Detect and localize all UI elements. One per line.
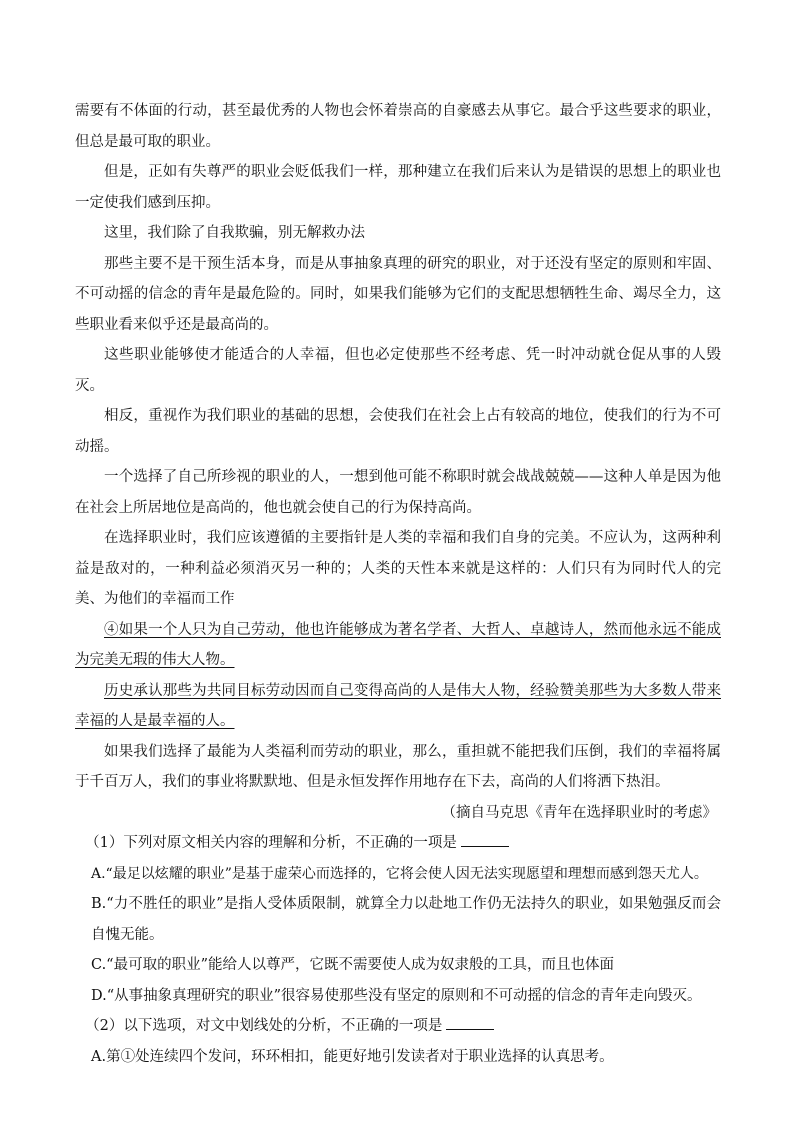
answer-blank-1[interactable]	[461, 832, 509, 847]
question-1-text: （1）下列对原文相关内容的理解和分析，不正确的一项是	[85, 835, 457, 851]
document-page	[75, 96, 721, 1072]
passage-paragraph-4: 那些主要不是干预生活本身，而是从事抽象真理的研究的职业，对于还没有坚定的原则和牢固、不可动摇的信念的青年是最危险的。同时，如果我们能够为它们的支配思想牺牲生命、竭尽全力，这些职业看来似乎还是最高尚的。	[75, 255, 721, 333]
passage-paragraph-8: 在选择职业时，我们应该遵循的主要指针是人类的幸福和我们自身的完美。不应认为，这两种利益是敌对的，一种利益必须消灭另一种的；人类的天性本来就是这样的：人们只有为同时代人的完美、为他们的幸福而工作	[75, 530, 721, 607]
answer-blank-2[interactable]	[446, 1015, 494, 1030]
passage-source: （摘自马克思《青年在选择职业时的考虑》	[441, 804, 717, 821]
passage-paragraph-7: 一个选择了自己所珍视的职业的人，一想到他可能不称职时就会战战兢兢——这种人单是因为他在社会上所居地位是高尚的，他也就会使自己的行为保持高尚。	[75, 469, 721, 516]
passage-paragraph-10-underlined	[75, 676, 721, 737]
passage-paragraph-6: 相反，重视作为我们职业的基础的思想，会使我们在社会上占有较高的地位，使我们的行为不可动摇。	[75, 408, 721, 455]
question-2-option-a: A.第①处连续四个发问，环环相扣，能更好地引发读者对于职业选择的认真思考。	[91, 1048, 614, 1065]
passage-paragraph-5: 这些职业能够使才能适合的人幸福，但也必定使那些不经考虑、凭一时冲动就仓促从事的人毁灭。	[75, 347, 721, 394]
passage-paragraph-1: 需要有不体面的行动，甚至最优秀的人物也会怀着崇高的自豪感去从事它。最合乎这些要求的职业，但总是最可取的职业。	[75, 103, 721, 150]
question-1-option-d: D.“从事抽象真理研究的职业”很容易使那些没有坚定的原则和不可动摇的信念的青年走向毁灭。	[91, 987, 702, 1004]
passage-paragraph-9-underlined	[75, 615, 721, 676]
question-1-option-b: B.“力不胜任的职业”是指人受体质限制，就算全力以赴地工作仍无法持久的职业，如果勉强反而会自愧无能。	[91, 896, 721, 943]
passage-paragraph-11: 如果我们选择了最能为人类福利而劳动的职业，那么，重担就不能把我们压倒，我们的幸福将属于千百万人，我们的事业将默默地、但是永恒发挥作用地存在下去，高尚的人们将洒下热泪。	[75, 743, 721, 790]
question-1-option-c: C.“最可取的职业”能给人以尊严，它既不需要使人成为奴隶般的工具，而且也体面	[91, 957, 615, 973]
question-2-stem	[75, 1011, 721, 1042]
passage-paragraph-3: 这里，我们除了自我欺骗，别无解救办法	[104, 225, 365, 241]
question-2-text: （2）以下选项，对文中划线处的分析，不正确的一项是	[85, 1018, 443, 1034]
passage-paragraph-2: 但是，正如有失尊严的职业会贬低我们一样，那种建立在我们后来认为是错误的思想上的职业也一定使我们感到压抑。	[75, 164, 721, 211]
question-1-option-a: A.“最足以炫耀的职业”是基于虚荣心而选择的，它将会使人因无法实现愿望和理想而感到怨天尤人。	[91, 865, 708, 882]
underlined-text-4: ④如果一个人只为自己劳动，他也许能够成为著名学者、大哲人、卓越诗人，然而他永远不能成为完美无瑕的伟大人物。	[75, 621, 721, 668]
underlined-text-5: 历史承认那些为共同目标劳动因而自己变得高尚的人是伟大人物，经验赞美那些为大多数人带来幸福的人是最幸福的人。	[75, 682, 721, 729]
question-1-stem	[75, 828, 721, 859]
